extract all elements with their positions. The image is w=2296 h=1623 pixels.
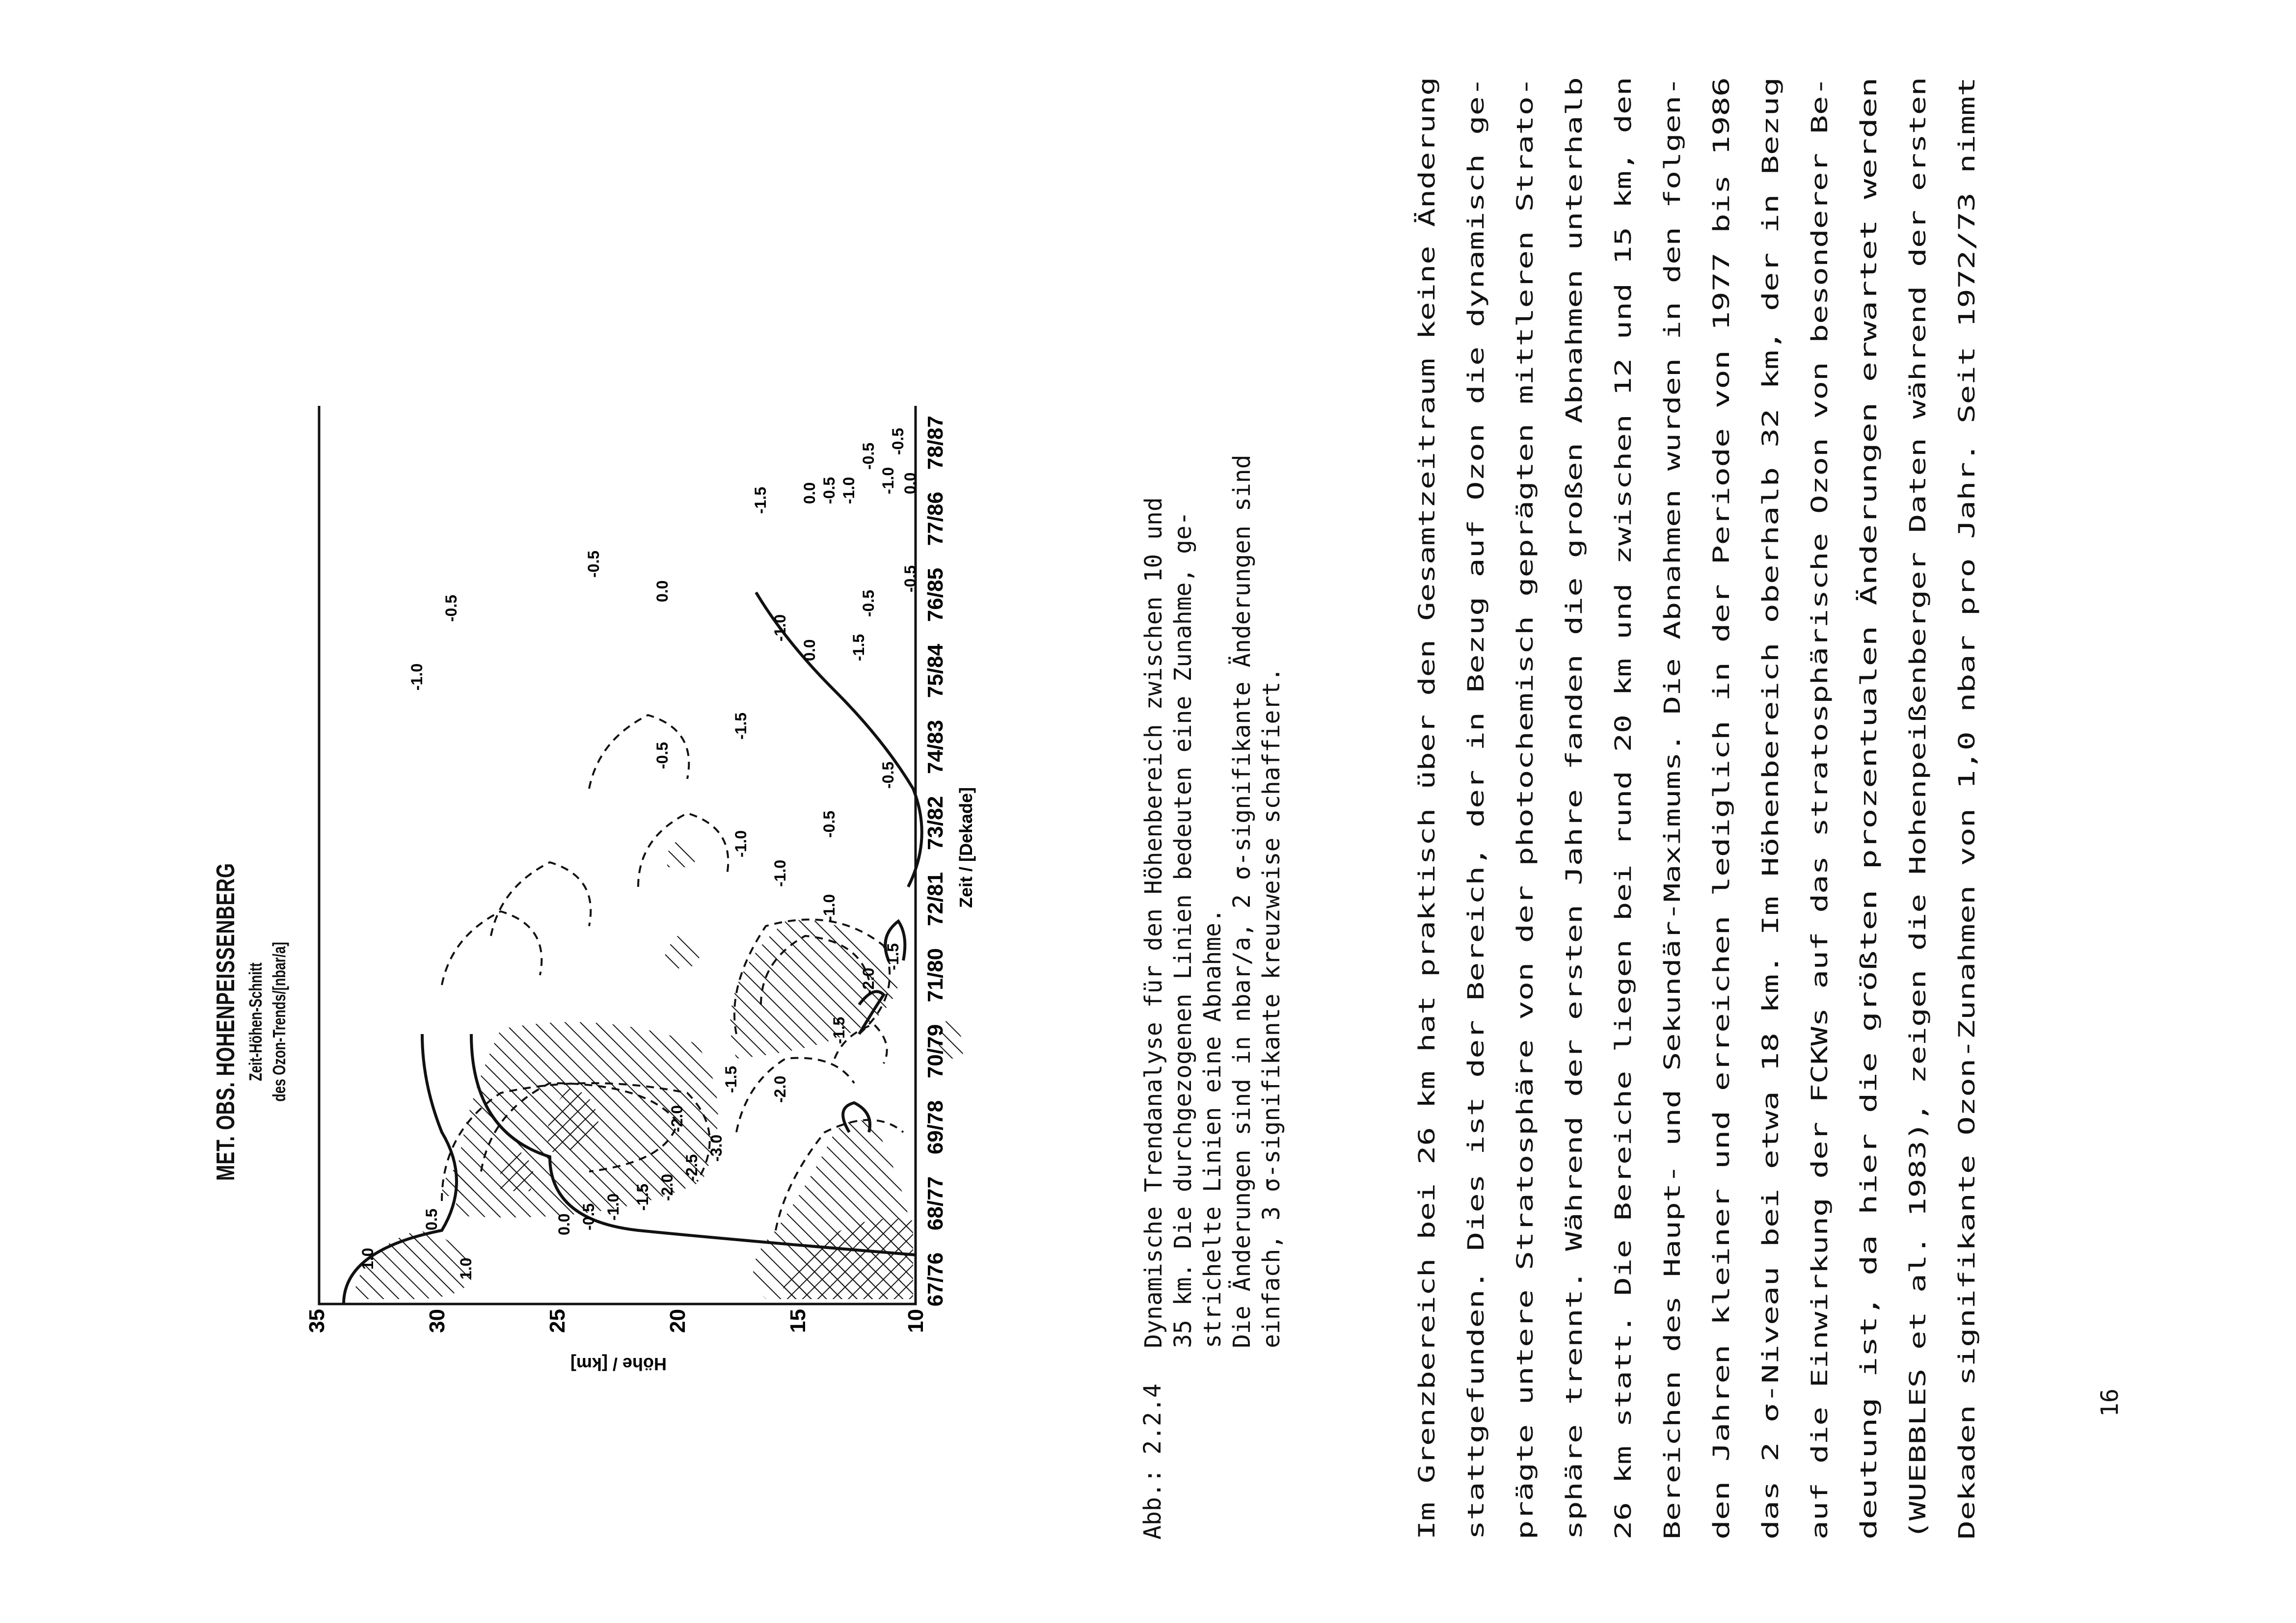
hatch-bottom-right (664, 936, 700, 970)
contour-label: -0.5 (860, 442, 877, 470)
hatch-right-small (667, 838, 696, 867)
body-line: sphäre trennt. Während der ersten Jahre fanden die großen Abnahmen unterhalb (1561, 77, 1587, 1540)
contour-label: 0.0 (555, 1213, 573, 1235)
contour-label: 0.0 (801, 639, 818, 661)
y-tick-15: 15 (786, 1309, 810, 1333)
contour-label: -2.0 (668, 1105, 686, 1132)
contour-label: -1.5 (732, 712, 750, 740)
body-line: Bereichen des Haupt- und Sekundär-Maximums. Die Abnahmen wurden in den folgen- (1659, 77, 1685, 1540)
body-line: deutung ist, da hier die größten prozentualen Änderungen erwartet werden (1856, 77, 1882, 1540)
y-tick-35: 35 (305, 1309, 329, 1333)
contour-label: -0.5 (653, 742, 671, 769)
x-tick-70-79: 70/79 (923, 1024, 947, 1079)
body-line: den Jahren kleiner und erreichen lediglich in der Periode von 1977 bis 1986 (1708, 77, 1734, 1540)
y-tick-10: 10 (904, 1309, 928, 1333)
contour-label: -1.5 (634, 1183, 651, 1211)
contour-label: -1.0 (771, 859, 789, 887)
x-axis (923, 416, 976, 1306)
y-tick-20: 20 (666, 1309, 690, 1333)
contour-label: -1.0 (604, 1193, 622, 1221)
caption-line: einfach, 3 σ-signifikante kreuzweise schaffiert. (1258, 667, 1285, 1348)
contour-label: -1.5 (830, 1016, 848, 1044)
x-tick-73-82: 73/82 (923, 796, 947, 851)
contour-label: -2.0 (860, 967, 877, 995)
contour-label: -1.0 (840, 477, 858, 504)
body-line: Im Grenzbereich bei 26 km hat praktisch über den Gesamtzeitraum keine Änderung (1414, 77, 1440, 1540)
contour-label: -2.0 (771, 1075, 789, 1103)
y-axis (305, 1309, 928, 1374)
contour-label: -2.5 (683, 1154, 701, 1181)
body-line: auf die Einwirkung der FCKWs auf das stratosphärische Ozon von besonderer Be- (1807, 77, 1833, 1540)
contour-label: 0.0 (653, 580, 671, 602)
figure-subtitle-2: des Ozon-Trends/[nbar/a] (269, 942, 289, 1102)
x-tick-72-81: 72/81 (923, 872, 947, 927)
contour-minus-1.0-e (491, 862, 591, 936)
body-line: prägte untere Stratosphäre von der photochemisch geprägten mittleren Strato- (1512, 77, 1538, 1540)
contour-label: -2.0 (658, 1173, 676, 1201)
contour-label: 0.5 (423, 1208, 440, 1230)
x-tick-68-77: 68/77 (923, 1176, 947, 1231)
page-number: 16 (2096, 1388, 2124, 1417)
contour-minus-1.0-c (736, 1058, 854, 1132)
x-tick-76-85: 76/85 (923, 567, 947, 622)
caption-line: Dynamische Trendanalyse für den Höhenbereich zwischen 10 und (1140, 497, 1167, 1348)
contour-label: -1.5 (884, 943, 902, 970)
contour-label: -1.5 (752, 486, 769, 514)
contour-label: -3.0 (707, 1134, 725, 1162)
y-tick-25: 25 (545, 1309, 569, 1333)
contour-label: 1.0 (359, 1248, 377, 1270)
caption-line: Die Änderungen sind in nbar/a, 2 σ-signifikante Änderungen sind (1228, 454, 1256, 1348)
contour-label: -1.0 (732, 830, 750, 857)
contour-label: 0.0 (901, 472, 919, 494)
x-tick-78-87: 78/87 (923, 415, 947, 470)
contour-label: -0.5 (585, 550, 602, 578)
caption-line: strichelte Linien eine Abnahme. (1199, 908, 1226, 1348)
contour-minus-0.5-e (589, 715, 689, 789)
contour-label: -0.5 (860, 589, 877, 617)
y-tick-30: 30 (425, 1309, 449, 1333)
contour-label: -0.5 (889, 427, 907, 455)
x-axis-label: Zeit / [Dekade] (956, 787, 976, 908)
body-line: das 2 σ-Niveau bei etwa 18 km. Im Höhenbereich oberhalb 32 km, der in Bezug (1757, 77, 1783, 1540)
x-tick-71-80: 71/80 (923, 948, 947, 1003)
x-tick-74-83: 74/83 (923, 719, 947, 774)
contour-label: -0.5 (820, 810, 838, 838)
body-line: (WUEBBLES et al. 1983), zeigen die Hohenpeißenberger Daten während der ersten (1905, 77, 1931, 1540)
body-line: Dekaden signifikante Ozon-Zunahmen von 1,0 nbar pro Jahr. Seit 1972/73 nimmt (1954, 77, 1980, 1540)
contour-label: 0.0 (801, 482, 818, 504)
contour-label: -1.0 (879, 467, 897, 494)
body-line: 26 km statt. Die Bereiche liegen bei rund 20 km und zwischen 12 und 15 km, den (1610, 77, 1636, 1540)
contour-label: -0.5 (442, 594, 460, 622)
figure-subtitle-1: Zeit-Höhen-Schnitt (245, 962, 266, 1081)
contour-label: -0.5 (580, 1203, 597, 1230)
contour-chart (295, 406, 1060, 1623)
x-tick-77-86: 77/86 (923, 491, 947, 546)
x-tick-69-78: 69/78 (923, 1100, 947, 1155)
y-axis-label: Höhe / [km] (570, 1354, 667, 1374)
contour-label: -0.5 (901, 565, 919, 592)
x-tick-67-76: 67/76 (923, 1252, 947, 1307)
caption-line: 35 km. Die durchgezogenen Linien bedeuten eine Zunahme, ge- (1169, 511, 1197, 1348)
x-tick-75-84: 75/84 (923, 643, 947, 698)
contour-label: -1.5 (850, 634, 867, 661)
body-line: stattgefunden. Dies ist der Bereich, der in Bezug auf Ozon die dynamisch ge- (1463, 77, 1489, 1540)
figure-title: MET. OBS. HOHENPEISSENBERG (212, 863, 240, 1181)
contour-label: -1.0 (820, 894, 838, 921)
contour-label: -1.0 (771, 614, 789, 641)
contour-label: -0.5 (820, 477, 838, 504)
contour-label: -1.0 (408, 663, 426, 691)
caption-label: Abb.: 2.2.4 (1139, 1384, 1166, 1540)
contour-label: -1.5 (722, 1065, 740, 1093)
contour-minus-1.5-f (442, 911, 541, 985)
contour-label: -0.5 (879, 761, 897, 789)
contour-label: 1.0 (457, 1257, 475, 1279)
